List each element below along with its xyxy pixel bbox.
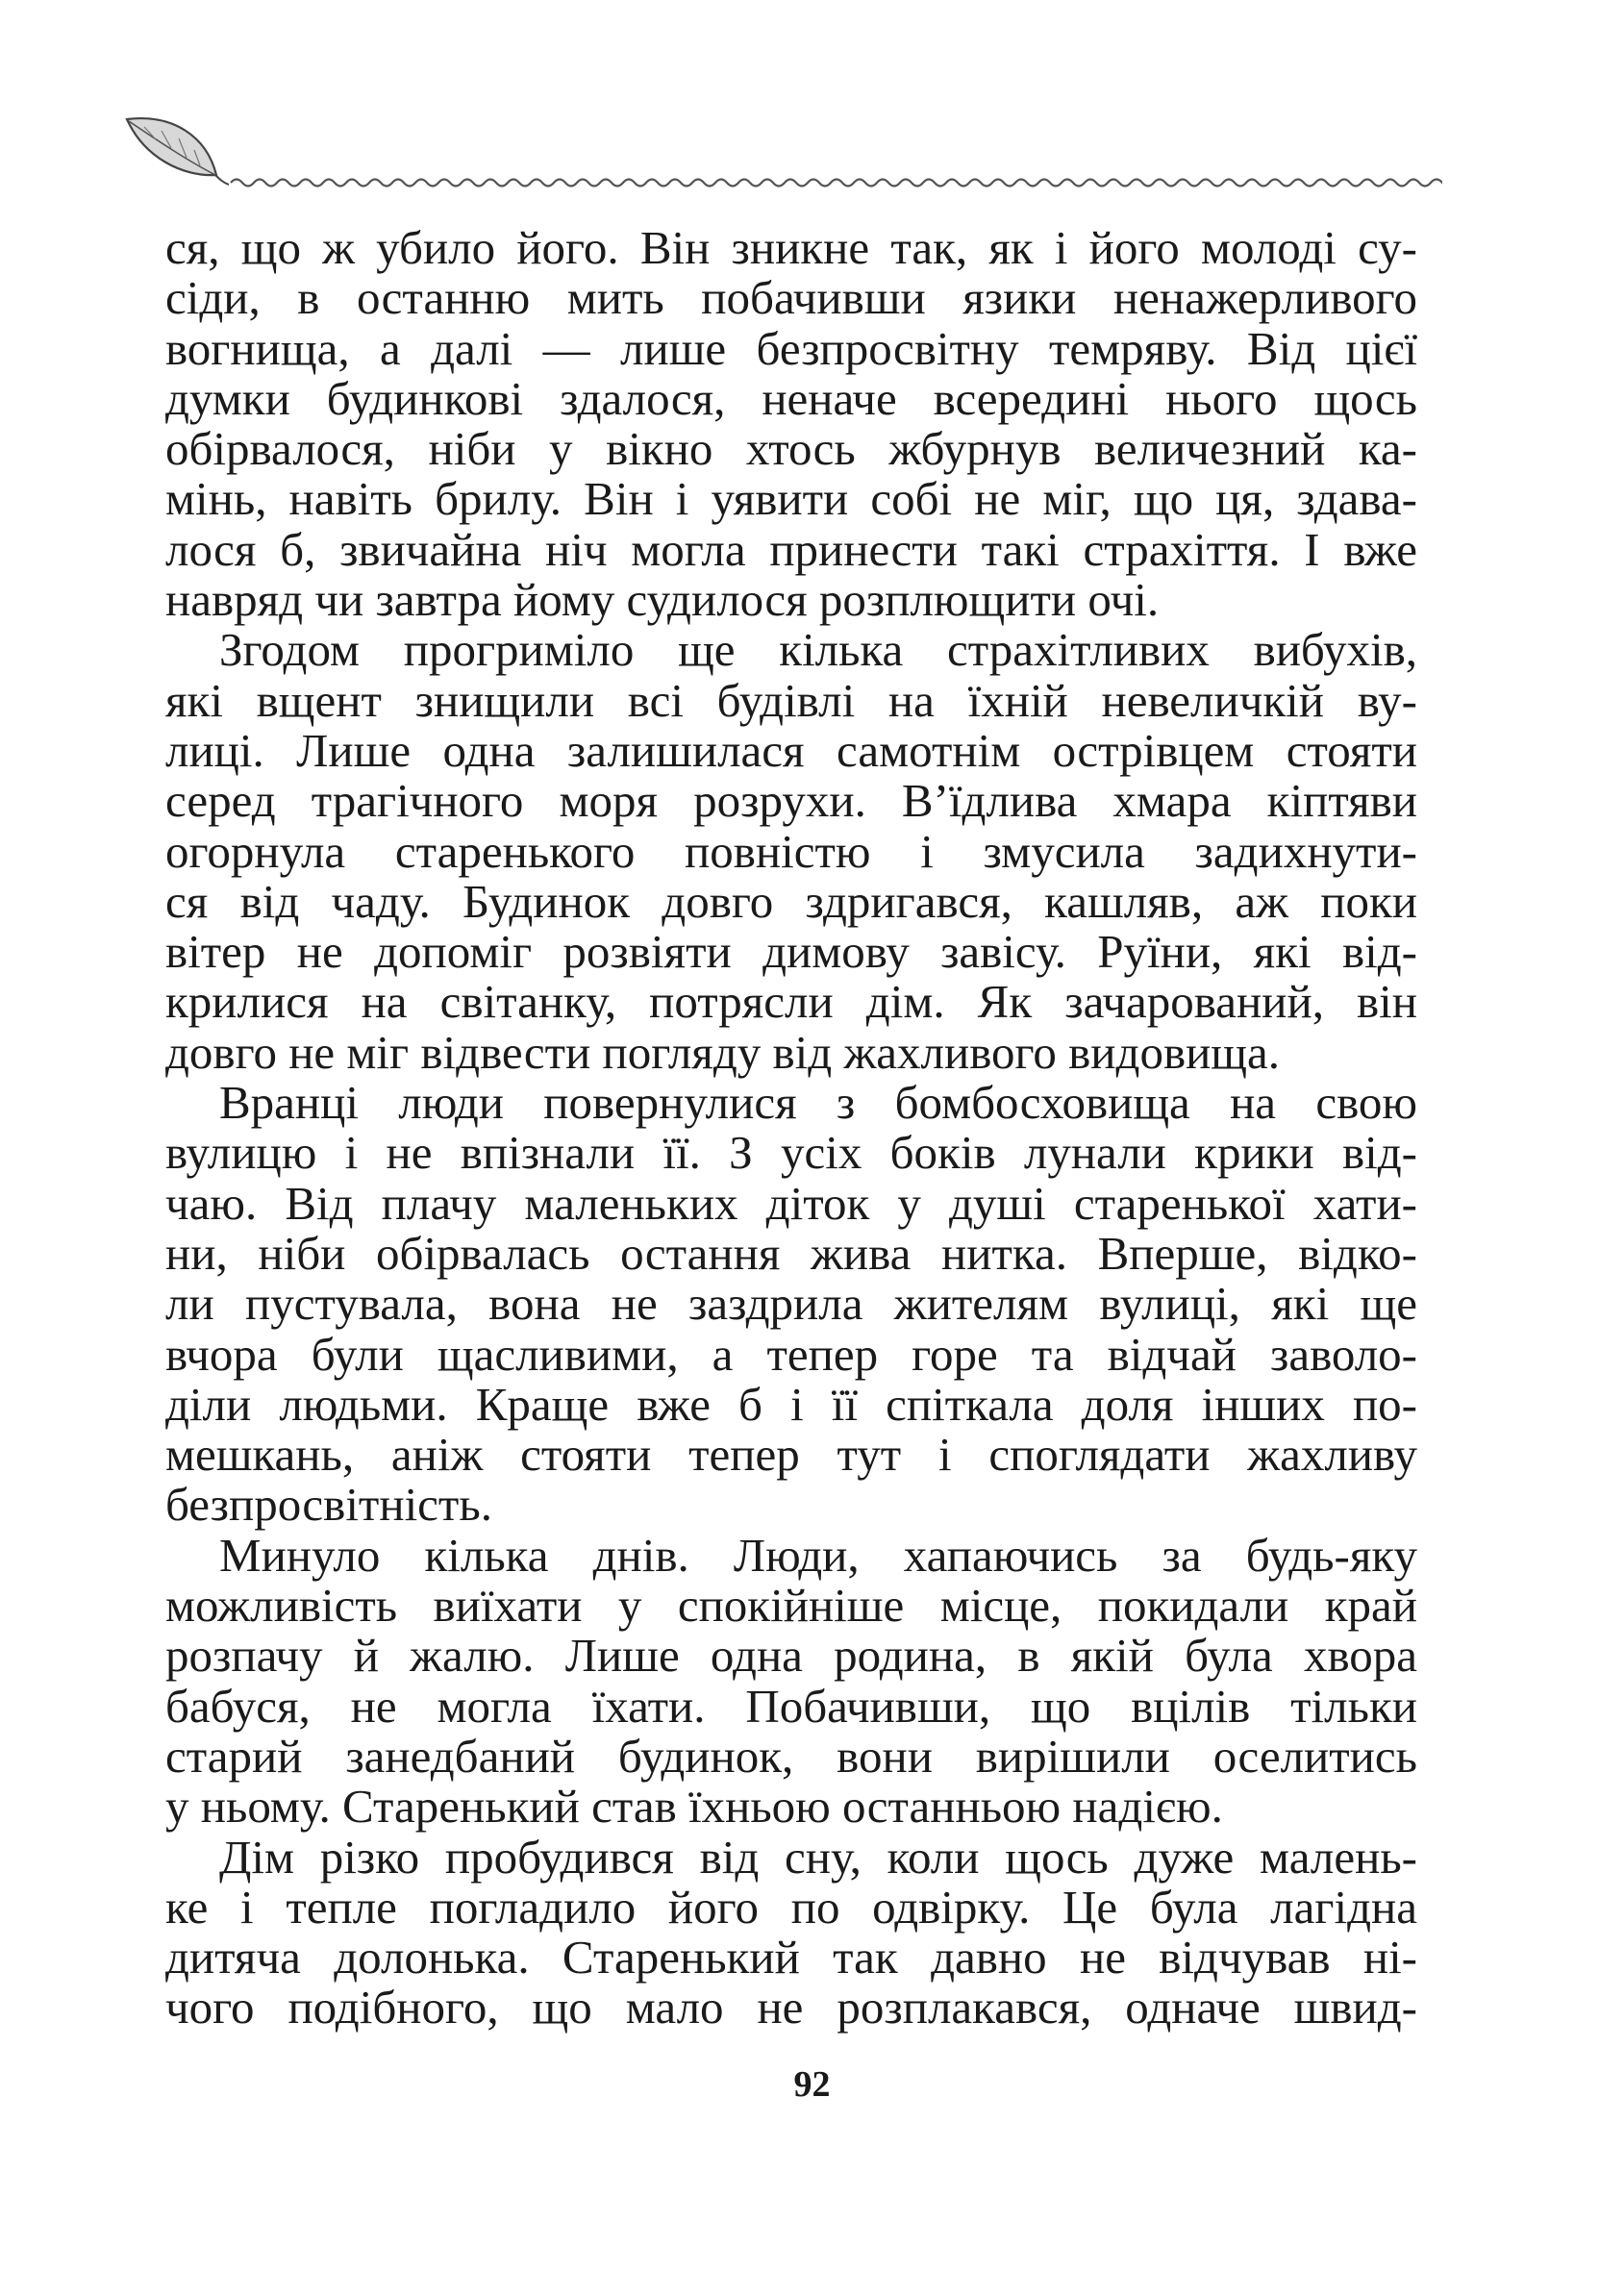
text-line: думки будинкові здалося, неначе всередині нього щось <box>165 371 1417 425</box>
text-line: вчора були щасливими, а тепер горе та відчай заволо- <box>165 1327 1417 1381</box>
paragraph <box>165 223 1417 625</box>
text-line: вулицю і не впізнали її. З усіх боків лунали крики від- <box>165 1126 1417 1180</box>
text-line: у ньому. Старенький став їхньою останньою надією. <box>165 1780 1223 1834</box>
paragraph <box>165 625 1417 1078</box>
paragraph <box>165 1078 1417 1531</box>
text-body <box>165 223 1417 2034</box>
text-line: чаю. Від плачу маленьких діток у душі старенької хати- <box>165 1176 1417 1230</box>
text-line: розпачу й жалю. Лише одна родина, в якій була хвора <box>165 1629 1417 1683</box>
text-line: діли людьми. Краще вже б і її спіткала доля інших по- <box>165 1377 1417 1431</box>
text-line: можливість виїхати у спокійніше місце, покидали край <box>165 1579 1417 1633</box>
text-line: ся, що ж убило його. Він зникне так, як і його молоді су- <box>165 221 1417 274</box>
text-line: сіди, в останню мить побачивши язики ненажерливого <box>165 271 1417 325</box>
text-line: Минуло кілька днів. Люди, хапаючись за будь-яку <box>219 1528 1417 1582</box>
text-line: вогнища, а далі — лише безпросвітну темряву. Від цієї <box>165 321 1417 375</box>
paragraph <box>165 1830 1417 2035</box>
text-line: чого подібного, що мало не розплакався, одначе швид- <box>165 1981 1417 2035</box>
text-line: лося б, звичайна ніч могла принести такі страхіття. І вже <box>165 522 1417 576</box>
text-line: дитяча долонька. Старенький так давно не відчував ні- <box>165 1931 1417 1985</box>
text-line: безпросвітність. <box>165 1478 492 1532</box>
text-line: крилися на світанку, потрясли дім. Як зачарований, він <box>165 975 1417 1029</box>
text-line: мешкань, аніж стояти тепер тут і споглядати жахливу <box>165 1428 1417 1482</box>
header-ornament <box>115 108 1442 204</box>
text-line: Дім різко пробудився від сну, коли щось дуже малень- <box>219 1830 1417 1884</box>
text-line: Вранці люди повернулися з бомбосховища на свою <box>219 1076 1417 1130</box>
text-line: ли пустувала, вона не заздрила жителям вулиці, які ще <box>165 1277 1417 1331</box>
text-line: ке і тепле погладило його по одвірку. Це була лагідна <box>165 1880 1417 1934</box>
text-line: навряд чи завтра йому судилося розплющити очі. <box>165 573 1160 627</box>
page-number: 92 <box>793 2064 831 2105</box>
text-line: які вщент знищили всі будівлі на їхній невеличкій ву- <box>165 673 1417 727</box>
text-line: довго не міг відвести погляду від жахливого видовища. <box>165 1025 1281 1079</box>
text-line: вітер не допоміг розвіяти димову завісу. Руїни, які від- <box>165 925 1417 979</box>
text-line: бабуся, не могла їхати. Побачивши, що вцілів тільки <box>165 1679 1417 1733</box>
text-line: обірвалося, ніби у вікно хтось жбурнув величезний ка- <box>165 422 1417 476</box>
feather-icon <box>127 118 229 185</box>
text-line: ся від чаду. Будинок довго здригався, кашляв, аж поки <box>165 874 1417 928</box>
text-line: мінь, навіть брилу. Він і уявити собі не міг, що ця, здава- <box>165 472 1417 526</box>
text-line: ни, ніби обірвалась остання жива нитка. Вперше, відко- <box>165 1226 1417 1280</box>
text-line: лиці. Лише одна залишилася самотнім острівцем стояти <box>165 723 1417 777</box>
paragraph <box>165 1528 1417 1834</box>
text-line: Згодом прогриміло ще кілька страхітливих вибухів, <box>219 623 1417 677</box>
wavy-divider <box>231 180 1442 187</box>
text-line: серед трагічного моря розрухи. В’їдлива хмара кіптяви <box>165 774 1417 828</box>
text-line: старий занедбаний будинок, вони вирішили оселитись <box>165 1729 1417 1783</box>
text-line: огорнула старенького повністю і змусила задихнути- <box>165 824 1417 878</box>
